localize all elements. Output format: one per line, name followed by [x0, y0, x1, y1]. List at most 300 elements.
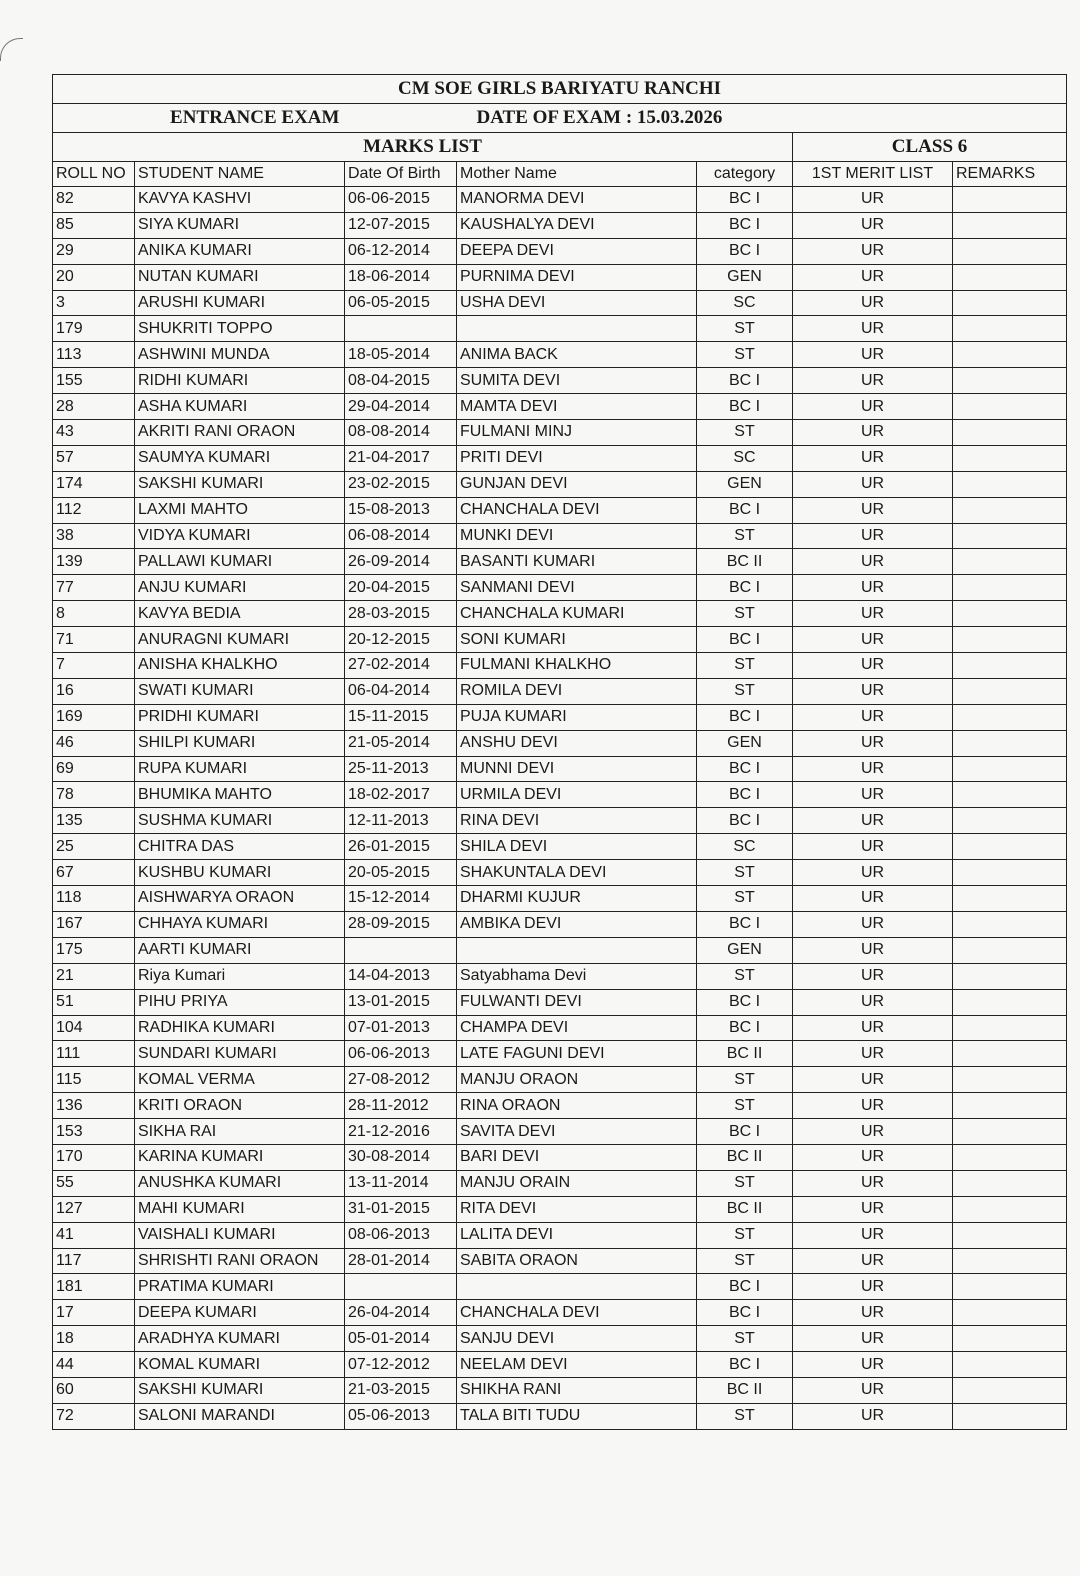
category-cell: BC I — [697, 1352, 793, 1378]
category-cell: ST — [697, 886, 793, 912]
dob-cell: 15-11-2015 — [345, 704, 457, 730]
student-name-cell: RADHIKA KUMARI — [135, 1015, 345, 1041]
roll-no-cell: 115 — [53, 1067, 135, 1093]
dob-cell: 12-07-2015 — [345, 212, 457, 238]
roll-no-cell: 43 — [53, 420, 135, 446]
table-row — [53, 394, 1067, 420]
dob-cell: 14-04-2013 — [345, 963, 457, 989]
marks-list-sheet — [52, 74, 1066, 1430]
table-row — [53, 316, 1067, 342]
student-name-cell: SALONI MARANDI — [135, 1403, 345, 1429]
roll-no-cell: 169 — [53, 704, 135, 730]
table-row — [53, 627, 1067, 653]
category-cell: BC II — [697, 1196, 793, 1222]
mother-name-cell: SHAKUNTALA DEVI — [457, 860, 697, 886]
table-row — [53, 678, 1067, 704]
roll-no-cell: 72 — [53, 1403, 135, 1429]
col-merit-list: 1ST MERIT LIST — [793, 162, 953, 187]
remarks-cell — [953, 290, 1067, 316]
roll-no-cell: 57 — [53, 445, 135, 471]
merit-list-cell: UR — [793, 1119, 953, 1145]
col-category: category — [697, 162, 793, 187]
category-cell: SC — [697, 445, 793, 471]
school-title: CM SOE GIRLS BARIYATU RANCHI — [53, 75, 1067, 104]
header-row-exam — [53, 104, 1067, 133]
category-cell: BC I — [697, 1015, 793, 1041]
remarks-cell — [953, 937, 1067, 963]
col-student-name: STUDENT NAME — [135, 162, 345, 187]
mother-name-cell: MANORMA DEVI — [457, 187, 697, 213]
roll-no-cell: 112 — [53, 497, 135, 523]
col-roll-no: ROLL NO — [53, 162, 135, 187]
remarks-cell — [953, 834, 1067, 860]
table-row — [53, 1067, 1067, 1093]
category-cell: BC I — [697, 911, 793, 937]
student-name-cell: ASHA KUMARI — [135, 394, 345, 420]
dob-cell: 26-04-2014 — [345, 1300, 457, 1326]
student-name-cell: MAHI KUMARI — [135, 1196, 345, 1222]
student-name-cell: RIDHI KUMARI — [135, 368, 345, 394]
roll-no-cell: 18 — [53, 1326, 135, 1352]
remarks-cell — [953, 808, 1067, 834]
table-row — [53, 963, 1067, 989]
dob-cell: 30-08-2014 — [345, 1144, 457, 1170]
remarks-cell — [953, 1093, 1067, 1119]
student-name-cell: ANISHA KHALKHO — [135, 653, 345, 679]
category-cell: SC — [697, 290, 793, 316]
header-row-list — [53, 133, 1067, 162]
remarks-cell — [953, 264, 1067, 290]
dob-cell: 13-11-2014 — [345, 1170, 457, 1196]
roll-no-cell: 85 — [53, 212, 135, 238]
merit-list-cell: UR — [793, 730, 953, 756]
remarks-cell — [953, 549, 1067, 575]
roll-no-cell: 78 — [53, 782, 135, 808]
merit-list-cell: UR — [793, 782, 953, 808]
mother-name-cell: MANJU ORAON — [457, 1067, 697, 1093]
table-row — [53, 989, 1067, 1015]
table-row — [53, 575, 1067, 601]
table-row — [53, 1196, 1067, 1222]
category-cell: GEN — [697, 937, 793, 963]
merit-list-cell: UR — [793, 290, 953, 316]
dob-cell: 27-02-2014 — [345, 653, 457, 679]
remarks-cell — [953, 1196, 1067, 1222]
table-row — [53, 937, 1067, 963]
merit-list-cell: UR — [793, 1352, 953, 1378]
remarks-cell — [953, 678, 1067, 704]
student-name-cell: KAVYA BEDIA — [135, 601, 345, 627]
student-name-cell: ANIKA KUMARI — [135, 238, 345, 264]
merit-list-cell: UR — [793, 523, 953, 549]
remarks-cell — [953, 420, 1067, 446]
category-cell: BC II — [697, 1377, 793, 1403]
merit-list-cell: UR — [793, 989, 953, 1015]
student-name-cell: CHHAYA KUMARI — [135, 911, 345, 937]
merit-list-cell: UR — [793, 1093, 953, 1119]
mother-name-cell: MUNNI DEVI — [457, 756, 697, 782]
merit-list-cell: UR — [793, 1170, 953, 1196]
roll-no-cell: 46 — [53, 730, 135, 756]
table-row — [53, 653, 1067, 679]
roll-no-cell: 8 — [53, 601, 135, 627]
table-row — [53, 368, 1067, 394]
remarks-cell — [953, 1222, 1067, 1248]
category-cell: GEN — [697, 471, 793, 497]
remarks-cell — [953, 1352, 1067, 1378]
dob-cell: 27-08-2012 — [345, 1067, 457, 1093]
table-row — [53, 1093, 1067, 1119]
mother-name-cell: FULWANTI DEVI — [457, 989, 697, 1015]
roll-no-cell: 28 — [53, 394, 135, 420]
dob-cell: 21-04-2017 — [345, 445, 457, 471]
student-name-cell: BHUMIKA MAHTO — [135, 782, 345, 808]
dob-cell: 28-09-2015 — [345, 911, 457, 937]
table-row — [53, 238, 1067, 264]
table-row — [53, 782, 1067, 808]
category-cell: BC I — [697, 627, 793, 653]
remarks-cell — [953, 1274, 1067, 1300]
merit-list-cell: UR — [793, 1377, 953, 1403]
remarks-cell — [953, 627, 1067, 653]
merit-list-cell: UR — [793, 1248, 953, 1274]
merit-list-cell: UR — [793, 1144, 953, 1170]
mother-name-cell: KAUSHALYA DEVI — [457, 212, 697, 238]
col-mother-name: Mother Name — [457, 162, 697, 187]
mother-name-cell: MANJU ORAIN — [457, 1170, 697, 1196]
dob-cell: 05-06-2013 — [345, 1403, 457, 1429]
table-row — [53, 420, 1067, 446]
mother-name-cell: RINA DEVI — [457, 808, 697, 834]
category-cell: SC — [697, 834, 793, 860]
dob-cell: 08-08-2014 — [345, 420, 457, 446]
merit-list-cell: UR — [793, 653, 953, 679]
roll-no-cell: 118 — [53, 886, 135, 912]
remarks-cell — [953, 911, 1067, 937]
dob-cell: 21-12-2016 — [345, 1119, 457, 1145]
roll-no-cell: 117 — [53, 1248, 135, 1274]
dob-cell — [345, 316, 457, 342]
roll-no-cell: 179 — [53, 316, 135, 342]
roll-no-cell: 69 — [53, 756, 135, 782]
merit-list-cell: UR — [793, 963, 953, 989]
mother-name-cell: MUNKI DEVI — [457, 523, 697, 549]
remarks-cell — [953, 653, 1067, 679]
mother-name-cell: SHIKHA RANI — [457, 1377, 697, 1403]
merit-list-cell: UR — [793, 212, 953, 238]
merit-list-cell: UR — [793, 420, 953, 446]
roll-no-cell: 17 — [53, 1300, 135, 1326]
dob-cell: 07-12-2012 — [345, 1352, 457, 1378]
remarks-cell — [953, 1170, 1067, 1196]
marks-table — [52, 74, 1067, 1430]
mother-name-cell: BARI DEVI — [457, 1144, 697, 1170]
dob-cell: 21-03-2015 — [345, 1377, 457, 1403]
table-row — [53, 834, 1067, 860]
dob-cell: 06-04-2014 — [345, 678, 457, 704]
dob-cell — [345, 1274, 457, 1300]
dob-cell: 15-08-2013 — [345, 497, 457, 523]
roll-no-cell: 174 — [53, 471, 135, 497]
student-name-cell: ANURAGNI KUMARI — [135, 627, 345, 653]
roll-no-cell: 25 — [53, 834, 135, 860]
student-name-cell: SWATI KUMARI — [135, 678, 345, 704]
merit-list-cell: UR — [793, 1300, 953, 1326]
category-cell: ST — [697, 1222, 793, 1248]
dob-cell: 05-01-2014 — [345, 1326, 457, 1352]
mother-name-cell: ROMILA DEVI — [457, 678, 697, 704]
mother-name-cell: FULMANI MINJ — [457, 420, 697, 446]
category-cell: BC I — [697, 238, 793, 264]
mother-name-cell: CHANCHALA DEVI — [457, 497, 697, 523]
category-cell: GEN — [697, 264, 793, 290]
category-cell: GEN — [697, 730, 793, 756]
dob-cell: 20-12-2015 — [345, 627, 457, 653]
roll-no-cell: 139 — [53, 549, 135, 575]
student-name-cell: SAUMYA KUMARI — [135, 445, 345, 471]
remarks-cell — [953, 212, 1067, 238]
table-row — [53, 1403, 1067, 1429]
merit-list-cell: UR — [793, 264, 953, 290]
roll-no-cell: 3 — [53, 290, 135, 316]
category-cell: ST — [697, 1067, 793, 1093]
roll-no-cell: 127 — [53, 1196, 135, 1222]
remarks-cell — [953, 394, 1067, 420]
merit-list-cell: UR — [793, 704, 953, 730]
remarks-cell — [953, 523, 1067, 549]
category-cell: ST — [697, 1403, 793, 1429]
category-cell: ST — [697, 963, 793, 989]
category-cell: BC I — [697, 756, 793, 782]
roll-no-cell: 60 — [53, 1377, 135, 1403]
mother-name-cell: SONI KUMARI — [457, 627, 697, 653]
roll-no-cell: 104 — [53, 1015, 135, 1041]
category-cell: BC II — [697, 549, 793, 575]
dob-cell: 06-05-2015 — [345, 290, 457, 316]
dob-cell: 18-06-2014 — [345, 264, 457, 290]
merit-list-cell: UR — [793, 911, 953, 937]
student-name-cell: KOMAL VERMA — [135, 1067, 345, 1093]
remarks-cell — [953, 575, 1067, 601]
student-name-cell: KRITI ORAON — [135, 1093, 345, 1119]
merit-list-cell: UR — [793, 187, 953, 213]
mother-name-cell: DHARMI KUJUR — [457, 886, 697, 912]
student-name-cell: SUNDARI KUMARI — [135, 1041, 345, 1067]
mother-name-cell: MAMTA DEVI — [457, 394, 697, 420]
roll-no-cell: 153 — [53, 1119, 135, 1145]
merit-list-cell: UR — [793, 886, 953, 912]
dob-cell — [345, 937, 457, 963]
student-name-cell: PIHU PRIYA — [135, 989, 345, 1015]
remarks-cell — [953, 782, 1067, 808]
dob-cell: 06-06-2013 — [345, 1041, 457, 1067]
remarks-cell — [953, 238, 1067, 264]
table-row — [53, 1274, 1067, 1300]
student-name-cell: VIDYA KUMARI — [135, 523, 345, 549]
student-name-cell: SUSHMA KUMARI — [135, 808, 345, 834]
remarks-cell — [953, 368, 1067, 394]
student-name-cell: RUPA KUMARI — [135, 756, 345, 782]
remarks-cell — [953, 860, 1067, 886]
mother-name-cell — [457, 1274, 697, 1300]
dob-cell: 31-01-2015 — [345, 1196, 457, 1222]
table-row — [53, 212, 1067, 238]
student-name-cell: PRIDHI KUMARI — [135, 704, 345, 730]
remarks-cell — [953, 963, 1067, 989]
mother-name-cell: LALITA DEVI — [457, 1222, 697, 1248]
merit-list-cell: UR — [793, 1274, 953, 1300]
dob-cell: 29-04-2014 — [345, 394, 457, 420]
student-name-cell: LAXMI MAHTO — [135, 497, 345, 523]
roll-no-cell: 77 — [53, 575, 135, 601]
table-row — [53, 1377, 1067, 1403]
remarks-cell — [953, 1403, 1067, 1429]
dob-cell: 21-05-2014 — [345, 730, 457, 756]
exam-date: DATE OF EXAM : 15.03.2026 — [457, 104, 1067, 133]
category-cell: ST — [697, 420, 793, 446]
category-cell: BC I — [697, 187, 793, 213]
remarks-cell — [953, 704, 1067, 730]
header-row-school — [53, 75, 1067, 104]
merit-list-cell: UR — [793, 627, 953, 653]
table-row — [53, 445, 1067, 471]
table-row — [53, 1119, 1067, 1145]
category-cell: BC I — [697, 368, 793, 394]
mother-name-cell: SABITA ORAON — [457, 1248, 697, 1274]
dob-cell: 06-06-2015 — [345, 187, 457, 213]
dob-cell: 26-09-2014 — [345, 549, 457, 575]
dob-cell: 08-06-2013 — [345, 1222, 457, 1248]
merit-list-cell: UR — [793, 238, 953, 264]
category-cell: ST — [697, 1248, 793, 1274]
roll-no-cell: 181 — [53, 1274, 135, 1300]
category-cell: BC I — [697, 1274, 793, 1300]
category-cell: BC I — [697, 394, 793, 420]
mother-name-cell: SHILA DEVI — [457, 834, 697, 860]
student-name-cell: SHILPI KUMARI — [135, 730, 345, 756]
dob-cell: 08-04-2015 — [345, 368, 457, 394]
column-header-row — [53, 162, 1067, 187]
table-row — [53, 756, 1067, 782]
class-label: CLASS 6 — [793, 133, 1067, 162]
student-name-cell: KARINA KUMARI — [135, 1144, 345, 1170]
mother-name-cell: ANSHU DEVI — [457, 730, 697, 756]
table-row — [53, 860, 1067, 886]
category-cell: BC I — [697, 212, 793, 238]
student-name-cell: AARTI KUMARI — [135, 937, 345, 963]
dob-cell: 07-01-2013 — [345, 1015, 457, 1041]
table-row — [53, 1248, 1067, 1274]
category-cell: ST — [697, 601, 793, 627]
remarks-cell — [953, 445, 1067, 471]
category-cell: ST — [697, 342, 793, 368]
table-row — [53, 704, 1067, 730]
category-cell: BC II — [697, 1041, 793, 1067]
mother-name-cell: SANMANI DEVI — [457, 575, 697, 601]
table-row — [53, 497, 1067, 523]
student-name-cell: SIYA KUMARI — [135, 212, 345, 238]
mother-name-cell: PRITI DEVI — [457, 445, 697, 471]
dob-cell: 15-12-2014 — [345, 886, 457, 912]
dob-cell: 28-01-2014 — [345, 1248, 457, 1274]
mother-name-cell: DEEPA DEVI — [457, 238, 697, 264]
remarks-cell — [953, 756, 1067, 782]
dob-cell: 18-02-2017 — [345, 782, 457, 808]
roll-no-cell: 55 — [53, 1170, 135, 1196]
student-name-cell: KOMAL KUMARI — [135, 1352, 345, 1378]
student-name-cell: NUTAN KUMARI — [135, 264, 345, 290]
roll-no-cell: 167 — [53, 911, 135, 937]
mother-name-cell: Satyabhama Devi — [457, 963, 697, 989]
roll-no-cell: 175 — [53, 937, 135, 963]
category-cell: BC II — [697, 1144, 793, 1170]
dob-cell: 28-03-2015 — [345, 601, 457, 627]
roll-no-cell: 21 — [53, 963, 135, 989]
table-row — [53, 1326, 1067, 1352]
mother-name-cell: GUNJAN DEVI — [457, 471, 697, 497]
merit-list-cell: UR — [793, 394, 953, 420]
dob-cell: 13-01-2015 — [345, 989, 457, 1015]
category-cell: ST — [697, 1326, 793, 1352]
remarks-cell — [953, 342, 1067, 368]
student-name-cell: KAVYA KASHVI — [135, 187, 345, 213]
mother-name-cell: PURNIMA DEVI — [457, 264, 697, 290]
merit-list-cell: UR — [793, 834, 953, 860]
mother-name-cell: ANIMA BACK — [457, 342, 697, 368]
merit-list-cell: UR — [793, 678, 953, 704]
roll-no-cell: 113 — [53, 342, 135, 368]
table-row — [53, 808, 1067, 834]
category-cell: BC I — [697, 808, 793, 834]
page-corner-mark — [0, 38, 23, 61]
category-cell: BC I — [697, 782, 793, 808]
remarks-cell — [953, 730, 1067, 756]
dob-cell: 12-11-2013 — [345, 808, 457, 834]
category-cell: BC I — [697, 704, 793, 730]
roll-no-cell: 44 — [53, 1352, 135, 1378]
student-name-cell: SHUKRITI TOPPO — [135, 316, 345, 342]
table-row — [53, 1170, 1067, 1196]
mother-name-cell: PUJA KUMARI — [457, 704, 697, 730]
student-name-cell: ANUSHKA KUMARI — [135, 1170, 345, 1196]
roll-no-cell: 51 — [53, 989, 135, 1015]
table-row — [53, 1352, 1067, 1378]
dob-cell: 26-01-2015 — [345, 834, 457, 860]
remarks-cell — [953, 1144, 1067, 1170]
student-name-cell: SHRISHTI RANI ORAON — [135, 1248, 345, 1274]
roll-no-cell: 7 — [53, 653, 135, 679]
remarks-cell — [953, 471, 1067, 497]
merit-list-cell: UR — [793, 756, 953, 782]
dob-cell: 06-12-2014 — [345, 238, 457, 264]
merit-list-cell: UR — [793, 1196, 953, 1222]
mother-name-cell: NEELAM DEVI — [457, 1352, 697, 1378]
mother-name-cell: FULMANI KHALKHO — [457, 653, 697, 679]
merit-list-cell: UR — [793, 471, 953, 497]
table-row — [53, 471, 1067, 497]
student-name-cell: ARADHYA KUMARI — [135, 1326, 345, 1352]
table-row — [53, 886, 1067, 912]
student-name-cell: DEEPA KUMARI — [135, 1300, 345, 1326]
merit-list-cell: UR — [793, 860, 953, 886]
student-name-cell: PRATIMA KUMARI — [135, 1274, 345, 1300]
remarks-cell — [953, 1119, 1067, 1145]
mother-name-cell: AMBIKA DEVI — [457, 911, 697, 937]
dob-cell: 23-02-2015 — [345, 471, 457, 497]
remarks-cell — [953, 1377, 1067, 1403]
dob-cell: 20-05-2015 — [345, 860, 457, 886]
merit-list-cell: UR — [793, 316, 953, 342]
